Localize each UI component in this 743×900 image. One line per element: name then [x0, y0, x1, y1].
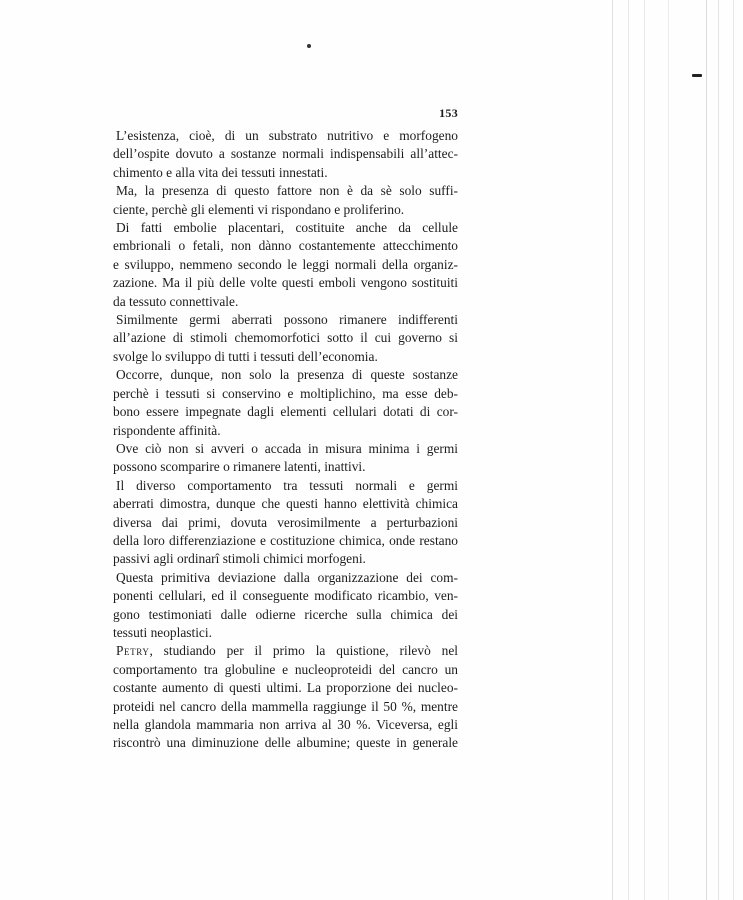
text-line: e sviluppo, nemmeno secondo le leggi normali della organiz- — [113, 256, 458, 272]
scan-edge-line — [612, 0, 613, 900]
text-line: embrionali o fetali, non dànno costantemente attecchimento — [113, 238, 458, 254]
text-line: Questa primitiva deviazione dalla organizzazione dei com- — [116, 569, 458, 585]
paragraph — [113, 219, 458, 311]
paragraph — [113, 642, 458, 752]
text-line: rispondente affinità. — [113, 422, 221, 438]
text-line: Occorre, dunque, non solo la presenza di queste sostanze — [116, 367, 458, 383]
scan-edge-line — [718, 0, 719, 900]
text-line: all’azione di stimoli chemomorfotici sotto il cui governo si — [113, 330, 458, 346]
paragraph — [113, 311, 458, 366]
text-line: gono testimoniati dalle odierne ricerche sulla chimica dei — [113, 606, 458, 622]
paragraph — [113, 182, 458, 219]
text-line: tessuti neoplastici. — [113, 624, 212, 640]
text-line: Il diverso comportamento tra tessuti normali e germi — [116, 477, 458, 493]
text-line: ponenti cellulari, ed il conseguente modificato ricambio, ven- — [113, 588, 458, 604]
scan-edge-line — [706, 0, 707, 900]
text-line: passivi agli ordinarî stimoli chimici morfogeni. — [113, 551, 366, 567]
text-line: dell’ospite dovuto a sostanze normali indispensabili all’attec- — [113, 146, 458, 162]
text-line: bono essere impegnate dagli elementi cellulari dotati di cor- — [113, 404, 458, 420]
scan-edge-line — [644, 0, 645, 900]
paragraph — [113, 569, 458, 643]
paragraph — [113, 366, 458, 440]
text-line: Ma, la presenza di questo fattore non è da sè solo suffi- — [116, 183, 458, 199]
text-line: aberrati dimostra, dunque che questi hanno elettività chimica — [113, 496, 458, 512]
scan-edge-line — [733, 0, 734, 900]
scan-speck — [307, 44, 311, 48]
text-line: diversa dai primi, dovuta verosimilmente a perturbazioni — [113, 514, 458, 530]
text-line: della loro differenziazione e costituzione chimica, onde restano — [113, 532, 458, 548]
text-line: ciente, perchè gli elementi vi rispondano e proliferino. — [113, 201, 405, 217]
text-line: Ove ciò non si avveri o accada in misura minima i germi — [116, 440, 458, 456]
text-line: possono scomparire o rimanere latenti, inattivi. — [113, 459, 366, 475]
text-line: Di fatti embolie placentari, costituite anche da cellule — [116, 220, 458, 236]
text-line: riscontrò una diminuzione delle albumine; queste in generale — [113, 735, 458, 751]
text-line — [113, 642, 458, 660]
text-line: Similmente germi aberrati possono rimanere indifferenti — [116, 312, 458, 328]
page-number: 153 — [439, 106, 458, 120]
text-line: comportamento tra globuline e nucleoproteidi del cancro un — [113, 661, 458, 677]
body-text — [113, 127, 458, 753]
text-line: da tessuto connettivale. — [113, 293, 239, 309]
paragraph — [113, 127, 458, 182]
text-fragment: , studiando per il primo la quistione, rilevò nel — [149, 643, 458, 659]
text-line: nella glandola mammaria non arriva al 30 %. Viceversa, egli — [113, 717, 458, 732]
text-line: zazione. Ma il più delle volte questi emboli vengono sostituiti — [113, 275, 458, 291]
paragraph — [113, 477, 458, 569]
margin-mark — [692, 74, 702, 77]
paragraph — [113, 440, 458, 477]
text-line: L’esistenza, cioè, di un substrato nutritivo e morfogeno — [116, 128, 458, 143]
text-line: svolge lo sviluppo di tutti i tessuti dell’economia. — [113, 348, 378, 364]
scan-edge-line — [628, 0, 629, 900]
author-name: Petry — [116, 643, 150, 659]
text-line: proteidi nel cancro della mammella raggiunge il 50 %, mentre — [113, 698, 458, 714]
scan-edge-line — [668, 0, 669, 900]
text-line: perchè i tessuti si conservino e moltiplichino, ma esse deb- — [113, 385, 458, 401]
text-line: costante aumento di questi ultimi. La proporzione dei nucleo- — [113, 680, 458, 696]
text-line: chimento e alla vita dei tessuti innestati. — [113, 164, 328, 180]
